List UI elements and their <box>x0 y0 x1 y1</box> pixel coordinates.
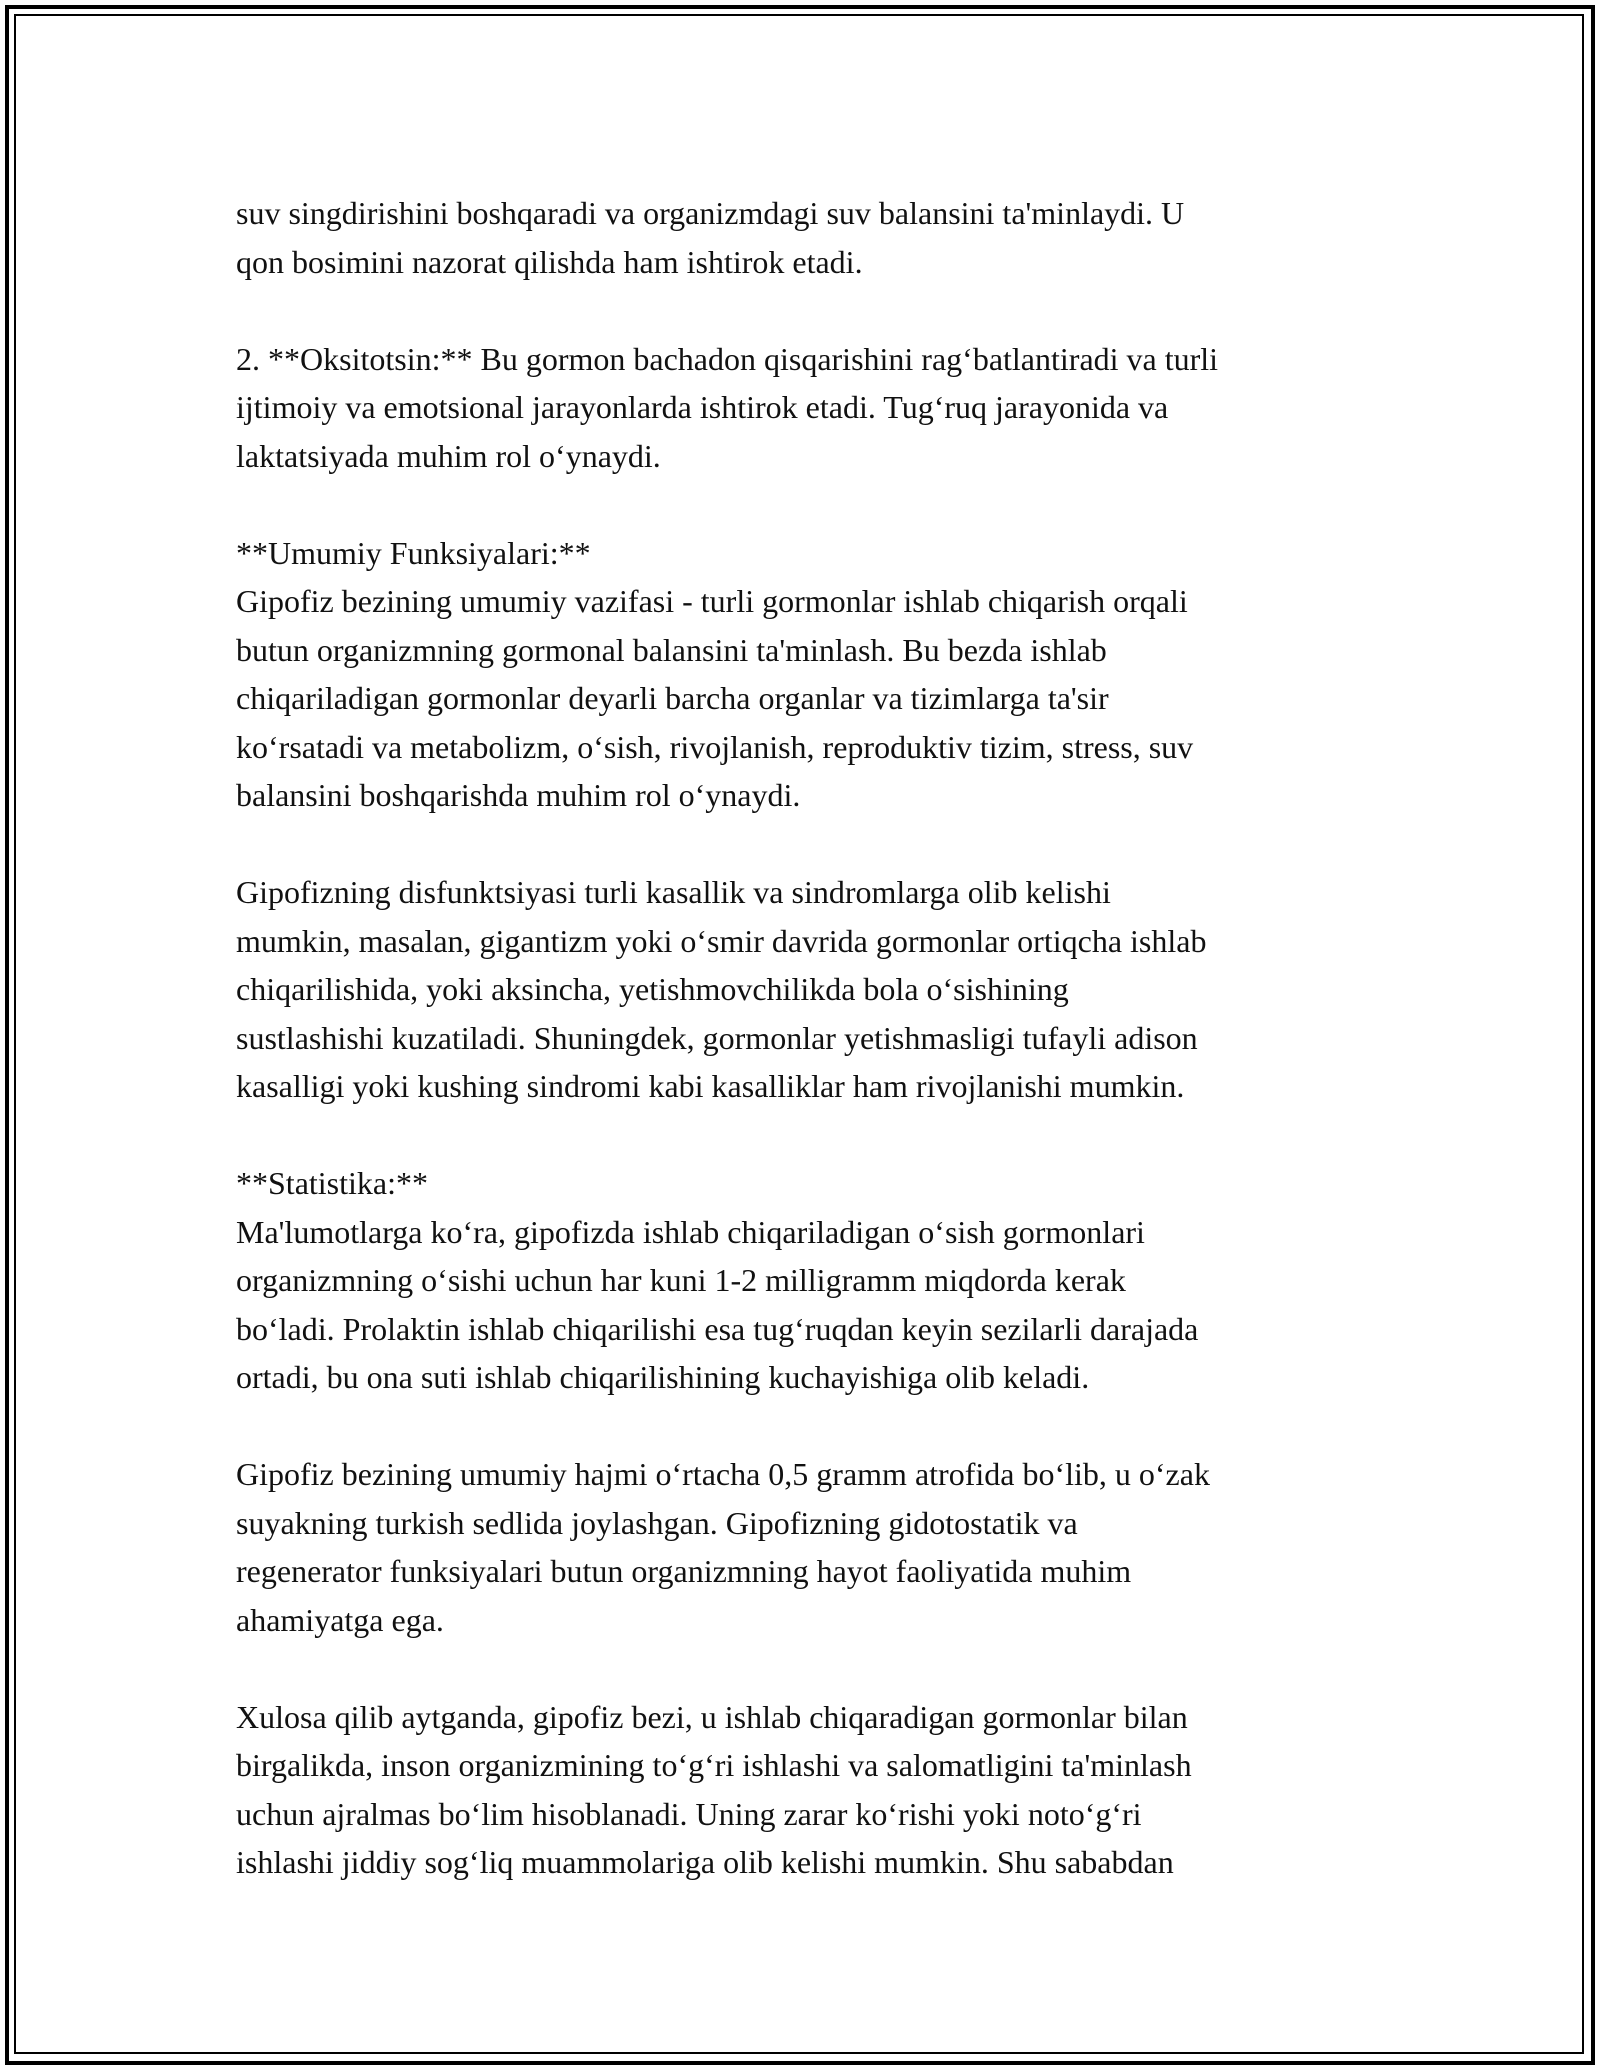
text-line: uchun ajralmas bo‘lim hisoblanadi. Uning zarar ko‘rishi yoki noto‘g‘ri <box>236 1795 1142 1832</box>
document-body <box>236 189 1366 1935</box>
paragraph <box>236 1693 1366 1887</box>
text-line: sustlashishi kuzatiladi. Shuningdek, gormonlar yetishmasligi tufayli adison <box>236 1019 1198 1056</box>
section-heading: **Statistika:** <box>236 1165 428 1201</box>
text-line: chiqarilishida, yoki aksincha, yetishmovchilikda bola o‘sishining <box>236 971 1069 1007</box>
text-line: Gipofizning disfunktsiyasi turli kasallik va sindromlarga olib kelishi <box>236 874 1111 910</box>
paragraph <box>236 335 1366 481</box>
text-line: Gipofiz bezining umumiy vazifasi - turli gormonlar ishlab chiqarish orqali <box>236 583 1188 619</box>
text-line: 2. **Oksitotsin:** Bu gormon bachadon qisqarishini rag‘batlantiradi va turli <box>236 340 1219 377</box>
text-line: butun organizmning gormonal balansini ta'minlash. Bu bezda ishlab <box>236 631 1107 668</box>
text-line: Gipofiz bezining umumiy hajmi o‘rtacha 0,5 gramm atrofida bo‘lib, u o‘zak <box>236 1456 1210 1492</box>
paragraph <box>236 868 1366 1111</box>
section-heading: **Umumiy Funksiyalari:** <box>236 534 591 571</box>
text-line: laktatsiyada muhim rol o‘ynaydi. <box>236 437 661 474</box>
text-line: Ma'lumotlarga ko‘ra, gipofizda ishlab chiqariladigan o‘sish gormonlari <box>236 1213 1145 1250</box>
text-line: balansini boshqarishda muhim rol o‘ynaydi. <box>236 777 801 813</box>
text-line: ijtimoiy va emotsional jarayonlarda ishtirok etadi. Tug‘ruq jarayonida va <box>236 389 1169 425</box>
text-line: suyakning turkish sedlida joylashgan. Gipofizning gidotostatik va <box>236 1504 1078 1541</box>
text-line: regenerator funksiyalari butun organizmning hayot faoliyatida muhim <box>236 1553 1132 1589</box>
paragraph <box>236 1159 1366 1402</box>
text-line: ishlashi jiddiy sog‘liq muammolariga olib kelishi mumkin. Shu sababdan <box>236 1844 1174 1880</box>
text-line: ko‘rsatadi va metabolizm, o‘sish, rivojlanish, reproduktiv tizim, stress, suv <box>236 728 1194 765</box>
text-line: organizmning o‘sishi uchun har kuni 1-2 milligramm miqdorda kerak <box>236 1262 1126 1298</box>
paragraph <box>236 189 1366 286</box>
text-line: ortadi, bu ona suti ishlab chiqarilishining kuchayishiga olib keladi. <box>236 1359 1090 1395</box>
text-line: chiqariladigan gormonlar deyarli barcha organlar va tizimlarga ta'sir <box>236 680 1109 716</box>
text-line: birgalikda, inson organizmining to‘g‘ri ishlashi va salomatligini ta'minlash <box>236 1747 1192 1783</box>
paragraph <box>236 1450 1366 1644</box>
paragraph <box>236 529 1366 820</box>
text-line: suv singdirishini boshqaradi va organizmdagi suv balansini ta'minlaydi. U <box>236 195 1185 231</box>
text-line: kasalligi yoki kushing sindromi kabi kasalliklar ham rivojlanishi mumkin. <box>236 1068 1185 1104</box>
text-line: bo‘ladi. Prolaktin ishlab chiqarilishi esa tug‘ruqdan keyin sezilarli darajada <box>236 1310 1199 1347</box>
text-line: ahamiyatga ega. <box>236 1601 444 1638</box>
text-line: mumkin, masalan, gigantizm yoki o‘smir davrida gormonlar ortiqcha ishlab <box>236 922 1207 959</box>
text-line: Xulosa qilib aytganda, gipofiz bezi, u ishlab chiqaradigan gormonlar bilan <box>236 1698 1188 1735</box>
text-line: qon bosimini nazorat qilishda ham ishtirok etadi. <box>236 243 863 280</box>
